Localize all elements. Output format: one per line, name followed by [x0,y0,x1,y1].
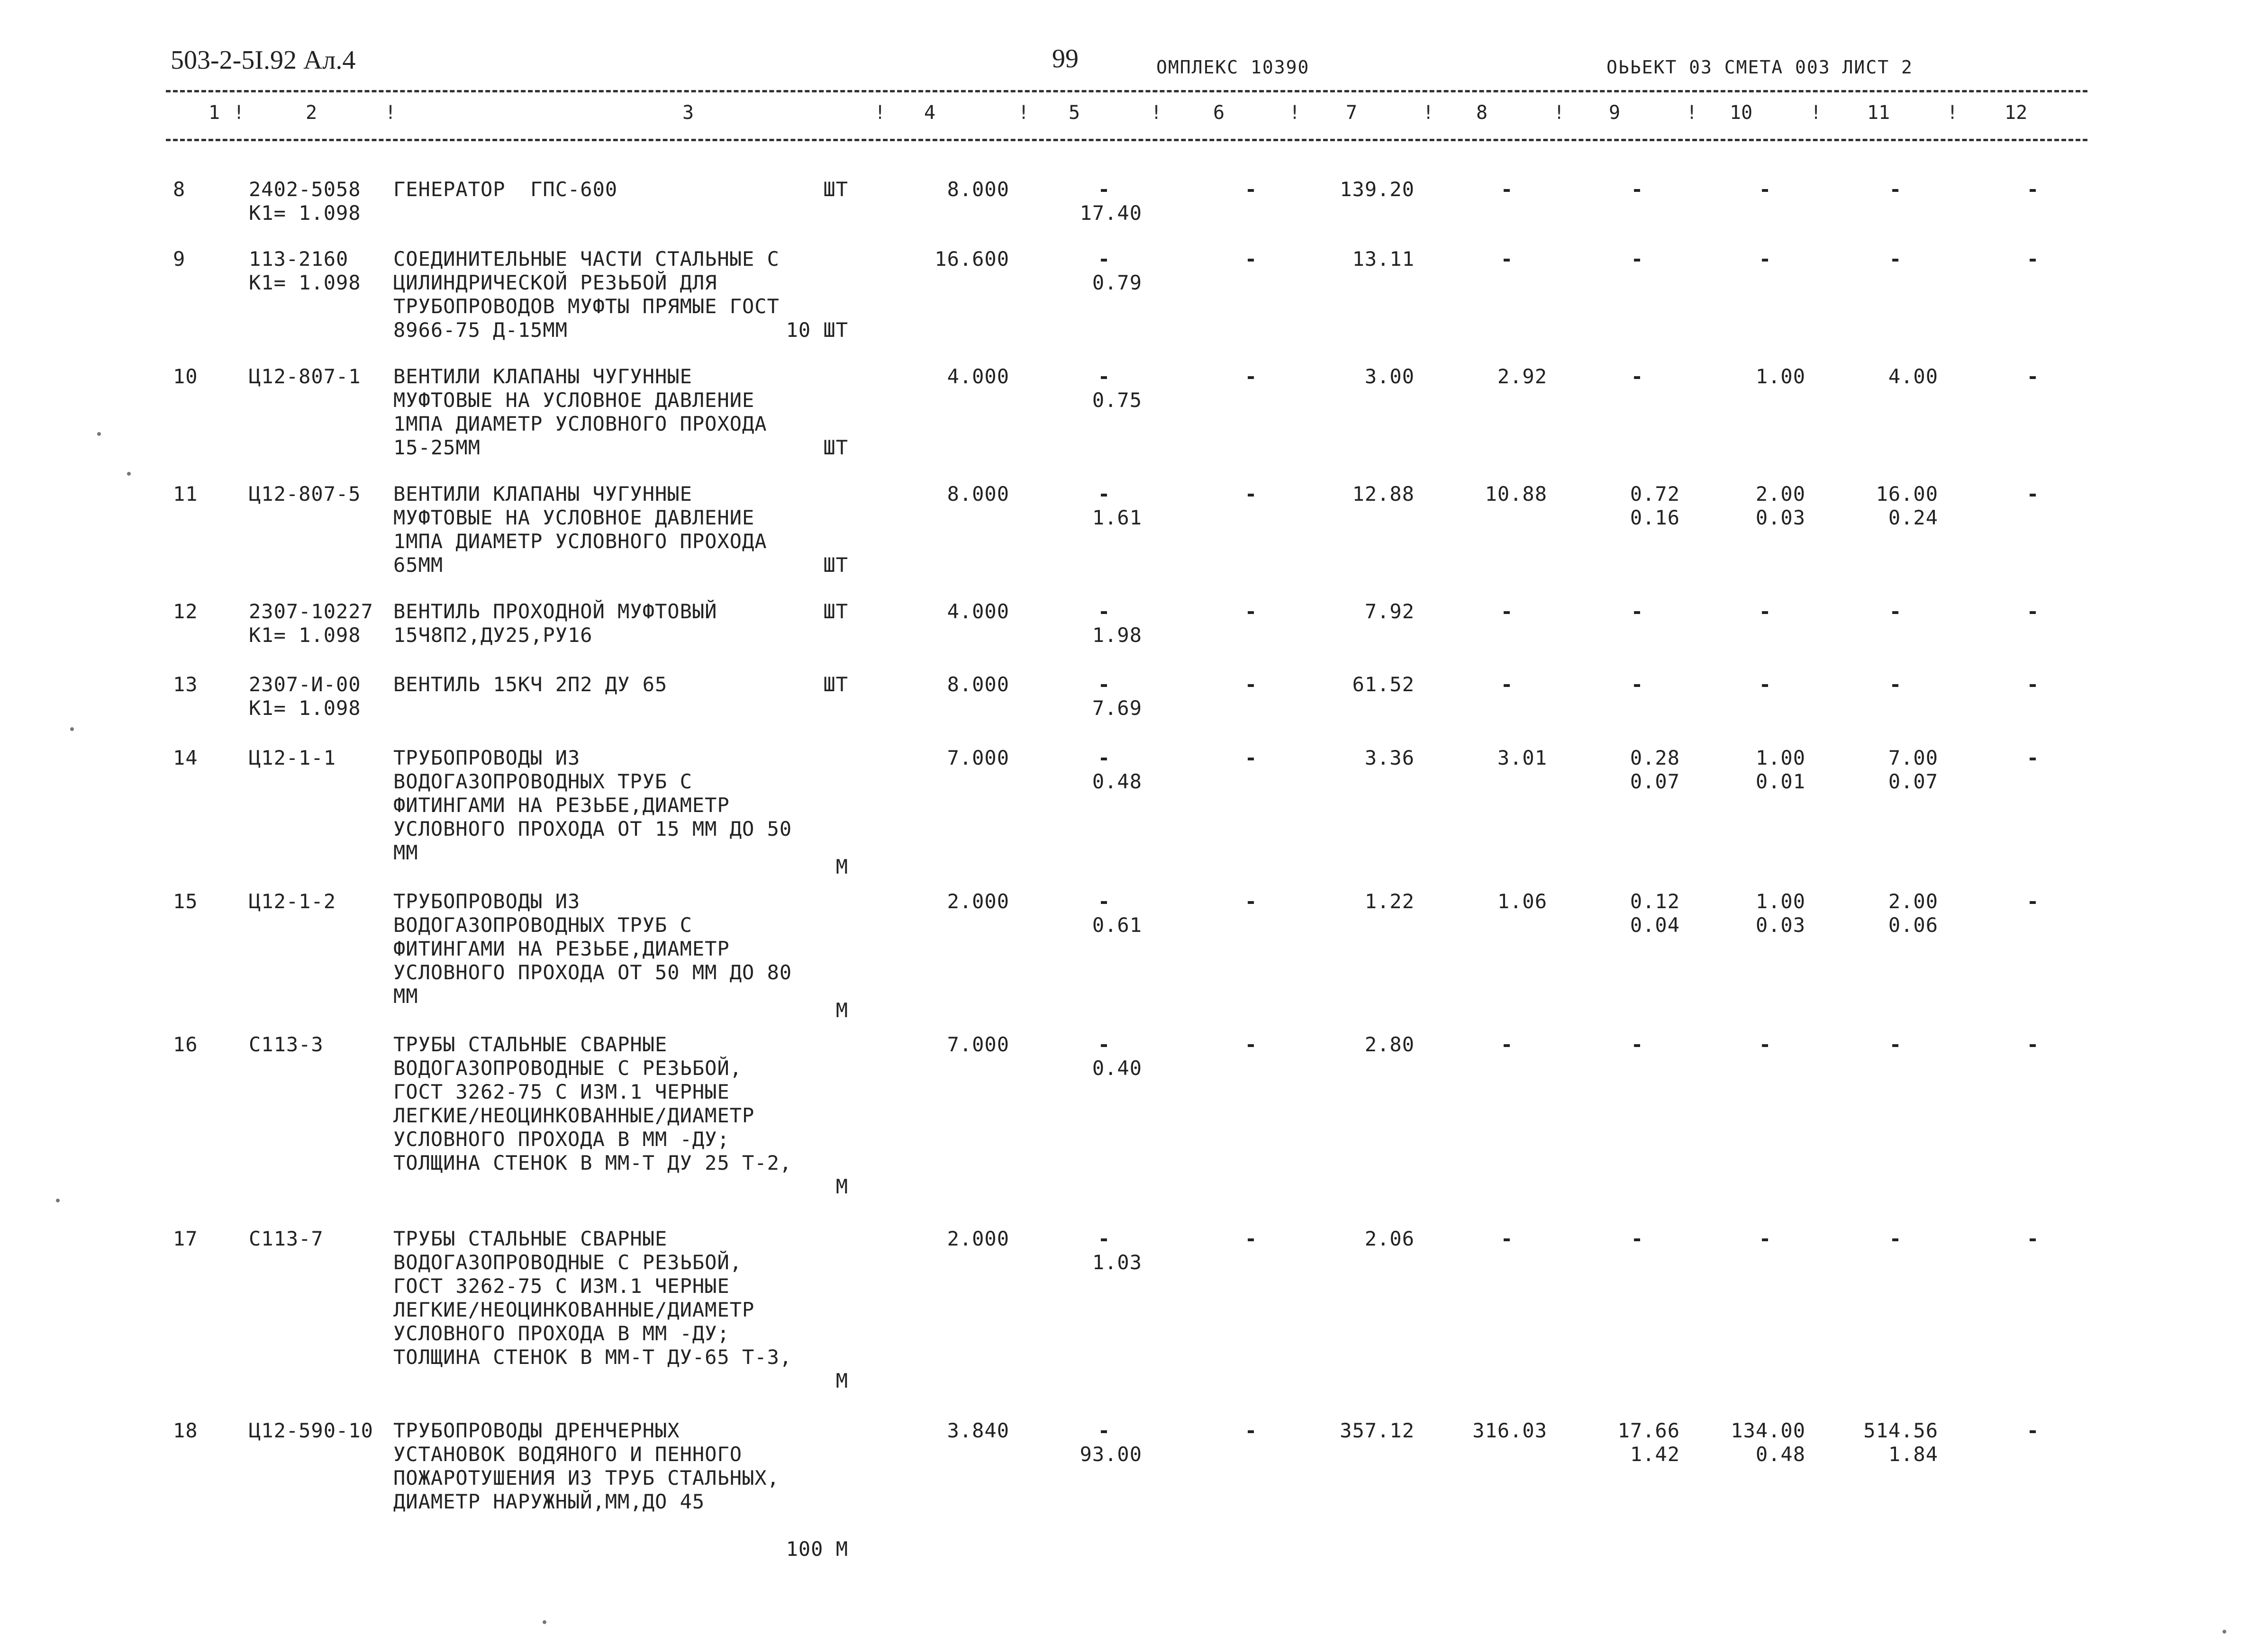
row-col8: 10.88 [1485,482,1547,506]
row-description: МУФТОВЫЕ НА УСЛОВНОЕ ДАВЛЕНИЕ [393,506,755,529]
row-description: ТРУБОПРОВОДЫ ИЗ [393,890,581,913]
row-col11-dash: - [1889,247,1902,271]
row-col5-dash: - [1098,365,1111,388]
column-number-8: 8 [1476,102,1488,124]
row-code: Ц12-590-10 [249,1419,373,1442]
row-description: УСЛОВНОГО ПРОХОДА В ММ -ДУ; [393,1322,730,1345]
row-col6-dash: - [1244,1419,1258,1442]
row-col10-dash: - [1759,178,1772,201]
row-code: К1= 1.098 [249,201,361,225]
row-col5-value: 0.40 [1092,1056,1142,1080]
row-description: ФИТИНГАМИ НА РЕЗЬБЕ,ДИАМЕТР [393,937,730,960]
row-quantity: 3.840 [947,1419,1009,1442]
row-description: ВОДОГАЗОПРОВОДНЫЕ С РЕЗЬБОЙ, [393,1056,743,1080]
row-col10: 0.03 [1755,913,1805,937]
row-number: 10 [173,365,198,388]
row-col11-dash: - [1889,1033,1902,1056]
row-description: ЛЕГКИЕ/НЕОЦИНКОВАННЫЕ/ДИАМЕТР [393,1104,755,1127]
row-col8-dash: - [1500,247,1514,271]
object-sheet-label: ОЬЬЕКТ 03 СМЕТА 003 ЛИСТ 2 [1606,57,1913,78]
row-description: ВОДОГАЗОПРОВОДНЫЕ С РЕЗЬБОЙ, [393,1251,743,1274]
column-number-6: 6 [1213,102,1225,124]
row-col8-dash: - [1500,1033,1514,1056]
row-description: ТРУБОПРОВОДЫ ИЗ [393,746,581,769]
row-code: Ц12-807-1 [249,365,361,388]
row-number: 17 [173,1227,198,1250]
column-separator: ! [1947,102,1959,124]
row-description: 8966-75 Д-15ММ [393,318,568,342]
row-description: МУФТОВЫЕ НА УСЛОВНОЕ ДАВЛЕНИЕ [393,388,755,412]
row-description: ММ [393,841,418,864]
scan-speck [543,1620,546,1624]
column-number-11: 11 [1867,102,1890,124]
row-code: 113-2160 [249,247,349,271]
row-description: ВЕНТИЛЬ 15КЧ 2П2 ДУ 65 [393,673,668,696]
column-separator: ! [874,102,886,124]
row-code: 2307-И-00 [249,673,361,696]
row-number: 14 [173,746,198,769]
row-number: 9 [173,247,186,271]
row-col5-dash: - [1098,1419,1111,1442]
column-separator: ! [1423,102,1434,124]
row-col5-dash: - [1098,600,1111,623]
row-description: ТРУБЫ СТАЛЬНЫЕ СВАРНЫЕ [393,1227,668,1250]
row-unit: М [835,855,848,878]
row-col12-dash: - [2026,482,2040,506]
row-col11: 514.56 [1863,1419,1938,1442]
row-description: ГОСТ 3262-75 С ИЗМ.1 ЧЕРНЫЕ [393,1274,730,1298]
row-quantity: 7.000 [947,1033,1009,1056]
row-col12-dash: - [2026,746,2040,769]
row-code: Ц12-807-5 [249,482,361,506]
row-description: ВЕНТИЛЬ ПРОХОДНОЙ МУФТОВЫЙ [393,600,717,623]
row-code: 2307-10227 [249,600,373,623]
row-quantity: 8.000 [947,673,1009,696]
column-number-7: 7 [1346,102,1358,124]
row-col9-dash: - [1631,600,1644,623]
row-col12-dash: - [2026,1033,2040,1056]
row-description: ЦИЛИНДРИЧЕСКОЙ РЕЗЬБОЙ ДЛЯ [393,271,717,294]
row-description: УСТАНОВОК ВОДЯНОГО И ПЕННОГО [393,1443,743,1466]
row-col7-value: 2.06 [1364,1227,1415,1250]
row-col12-dash: - [2026,365,2040,388]
row-col6-dash: - [1244,600,1258,623]
row-quantity: 7.000 [947,746,1009,769]
row-unit: ШТ [823,178,848,201]
row-col10-dash: - [1759,673,1772,696]
column-number-9: 9 [1609,102,1621,124]
row-description: ВОДОГАЗОПРОВОДНЫХ ТРУБ С [393,770,692,793]
column-number-12: 12 [2005,102,2028,124]
column-number-2: 2 [306,102,318,124]
row-unit: ШТ [823,673,848,696]
row-col10: 1.00 [1755,365,1805,388]
row-col6-dash: - [1244,1227,1258,1250]
row-col6-dash: - [1244,365,1258,388]
row-quantity: 4.000 [947,600,1009,623]
row-col9: 1.42 [1630,1443,1680,1466]
row-description: УСЛОВНОГО ПРОХОДА ОТ 50 ММ ДО 80 [393,961,792,984]
row-description: ВОДОГАЗОПРОВОДНЫХ ТРУБ С [393,913,692,937]
row-col7-value: 357.12 [1340,1419,1415,1442]
row-col11: 0.24 [1888,506,1938,529]
document-code: 503-2-5I.92 Ал.4 [171,45,356,75]
row-col9-dash: - [1631,1033,1644,1056]
row-col12-dash: - [2026,673,2040,696]
row-col5-dash: - [1098,673,1111,696]
column-separator: ! [1686,102,1698,124]
row-col9: 0.28 [1630,746,1680,769]
row-col5-dash: - [1098,1033,1111,1056]
row-description: ГОСТ 3262-75 С ИЗМ.1 ЧЕРНЫЕ [393,1080,730,1103]
row-col6-dash: - [1244,890,1258,913]
column-separator: ! [1810,102,1822,124]
row-col6-dash: - [1244,247,1258,271]
row-col9: 0.72 [1630,482,1680,506]
row-description: ГЕНЕРАТОР ГПС-600 [393,178,618,201]
row-quantity: 2.000 [947,1227,1009,1250]
row-description: 65ММ [393,553,444,577]
row-description: 15-25ММ [393,436,481,459]
row-col11: 7.00 [1888,746,1938,769]
row-quantity: 16.600 [934,247,1009,271]
row-code: С113-7 [249,1227,324,1250]
row-col5-dash: - [1098,247,1111,271]
row-col5-value: 0.75 [1092,388,1142,412]
row-description: 1МПА ДИАМЕТР УСЛОВНОГО ПРОХОДА [393,530,767,553]
row-code: 2402-5058 [249,178,361,201]
column-separator: ! [1289,102,1301,124]
row-col12-dash: - [2026,1419,2040,1442]
row-col12-dash: - [2026,178,2040,201]
scan-speck [127,472,131,476]
row-description: ЛЕГКИЕ/НЕОЦИНКОВАННЫЕ/ДИАМЕТР [393,1298,755,1321]
row-col9: 0.12 [1630,890,1680,913]
row-description: СОЕДИНИТЕЛЬНЫЕ ЧАСТИ СТАЛЬНЫЕ С [393,247,780,271]
row-col12-dash: - [2026,247,2040,271]
row-col5-value: 7.69 [1092,696,1142,720]
row-description: ТОЛЩИНА СТЕНОК В ММ-Т ДУ-65 Т-3, [393,1345,792,1369]
scan-speck [70,727,74,731]
row-col11-dash: - [1889,600,1902,623]
row-col5-value: 0.79 [1092,271,1142,294]
row-description: ТРУБОПРОВОДОВ МУФТЫ ПРЯМЫЕ ГОСТ [393,295,780,318]
row-col5-value: 0.61 [1092,913,1142,937]
row-quantity: 2.000 [947,890,1009,913]
row-col12-dash: - [2026,890,2040,913]
row-number: 13 [173,673,198,696]
row-col11: 16.00 [1876,482,1938,506]
row-description: УСЛОВНОГО ПРОХОДА ОТ 15 ММ ДО 50 [393,817,792,840]
page-number: 99 [1052,44,1079,73]
row-number: 16 [173,1033,198,1056]
row-number: 12 [173,600,198,623]
row-col9: 0.04 [1630,913,1680,937]
row-col7-value: 13.11 [1352,247,1415,271]
row-description: 1МПА ДИАМЕТР УСЛОВНОГО ПРОХОДА [393,412,767,435]
row-col6-dash: - [1244,1033,1258,1056]
row-description: УСЛОВНОГО ПРОХОДА В ММ -ДУ; [393,1128,730,1151]
row-col10: 2.00 [1755,482,1805,506]
row-col10: 0.48 [1755,1443,1805,1466]
row-description: 15Ч8П2,ДУ25,РУ16 [393,623,593,647]
row-col5-value: 1.98 [1092,623,1142,647]
row-col8-dash: - [1500,600,1514,623]
row-number: 11 [173,482,198,506]
row-code: К1= 1.098 [249,696,361,720]
row-description: ВЕНТИЛИ КЛАПАНЫ ЧУГУННЫЕ [393,482,692,506]
row-col9-dash: - [1631,178,1644,201]
column-separator: ! [1018,102,1030,124]
column-number-10: 10 [1730,102,1753,124]
row-col11: 1.84 [1888,1443,1938,1466]
scan-speck [97,432,101,436]
row-col9: 17.66 [1617,1419,1680,1442]
row-unit: 100 М [786,1537,848,1561]
row-col7-value: 2.80 [1364,1033,1415,1056]
row-description: ТРУБЫ СТАЛЬНЫЕ СВАРНЫЕ [393,1033,668,1056]
row-unit: 10 ШТ [786,318,848,342]
row-col9: 0.16 [1630,506,1680,529]
row-col10: 1.00 [1755,890,1805,913]
row-col7-value: 61.52 [1352,673,1415,696]
row-number: 8 [173,178,186,201]
column-separator: ! [233,102,245,124]
row-col6-dash: - [1244,673,1258,696]
row-unit: М [835,1175,848,1198]
row-col8: 1.06 [1497,890,1547,913]
row-col10-dash: - [1759,600,1772,623]
row-unit: М [835,999,848,1022]
row-number: 15 [173,890,198,913]
row-code: С113-3 [249,1033,324,1056]
complex-label: ОМПЛЕКС 10390 [1156,57,1310,78]
row-code: Ц12-1-2 [249,890,336,913]
row-col10-dash: - [1759,247,1772,271]
scan-speck [2223,1630,2226,1634]
row-description: ВЕНТИЛИ КЛАПАНЫ ЧУГУННЫЕ [393,365,692,388]
row-col8-dash: - [1500,1227,1514,1250]
row-col11-dash: - [1889,1227,1902,1250]
row-description: ФИТИНГАМИ НА РЕЗЬБЕ,ДИАМЕТР [393,794,730,817]
row-description: ТОЛЩИНА СТЕНОК В ММ-Т ДУ 25 Т-2, [393,1151,792,1174]
row-col6-dash: - [1244,178,1258,201]
row-col5-dash: - [1098,178,1111,201]
row-col11: 0.06 [1888,913,1938,937]
row-col10: 1.00 [1755,746,1805,769]
row-col12-dash: - [2026,600,2040,623]
row-description: ДИАМЕТР НАРУЖНЫЙ,ММ,ДО 45 [393,1490,705,1513]
row-unit: М [835,1369,848,1392]
row-col5-value: 0.48 [1092,770,1142,793]
row-col7-value: 7.92 [1364,600,1415,623]
row-col9: 0.07 [1630,770,1680,793]
column-number-5: 5 [1069,102,1080,124]
row-unit: ШТ [823,436,848,459]
row-col11: 0.07 [1888,770,1938,793]
row-col7-value: 1.22 [1364,890,1415,913]
row-col7-value: 3.36 [1364,746,1415,769]
row-col11-dash: - [1889,178,1902,201]
row-col10-dash: - [1759,1227,1772,1250]
row-col11: 4.00 [1888,365,1938,388]
row-col6-dash: - [1244,746,1258,769]
row-code: К1= 1.098 [249,271,361,294]
row-col5-value: 93.00 [1080,1443,1142,1466]
column-number-1: 1 [209,102,220,124]
row-col11: 2.00 [1888,890,1938,913]
row-col5-dash: - [1098,890,1111,913]
row-col5-value: 17.40 [1080,201,1142,225]
row-code: К1= 1.098 [249,623,361,647]
row-col6-dash: - [1244,482,1258,506]
row-col8: 2.92 [1497,365,1547,388]
row-col5-dash: - [1098,482,1111,506]
row-col9-dash: - [1631,365,1644,388]
row-unit: ШТ [823,600,848,623]
row-col8: 316.03 [1472,1419,1547,1442]
row-col10-dash: - [1759,1033,1772,1056]
row-quantity: 8.000 [947,178,1009,201]
row-col7-value: 3.00 [1364,365,1415,388]
scan-speck [56,1199,60,1202]
row-col12-dash: - [2026,1227,2040,1250]
row-quantity: 8.000 [947,482,1009,506]
row-col10: 0.03 [1755,506,1805,529]
row-col7-value: 12.88 [1352,482,1415,506]
column-number-4: 4 [924,102,936,124]
row-description: ММ [393,984,418,1008]
row-col10: 134.00 [1731,1419,1805,1442]
row-description: ПОЖАРОТУШЕНИЯ ИЗ ТРУБ СТАЛЬНЫХ, [393,1466,780,1490]
row-col5-dash: - [1098,1227,1111,1250]
row-col8-dash: - [1500,673,1514,696]
row-col8: 3.01 [1497,746,1547,769]
column-separator: ! [385,102,397,124]
row-col9-dash: - [1631,673,1644,696]
row-unit: ШТ [823,553,848,577]
row-col10: 0.01 [1755,770,1805,793]
row-col9-dash: - [1631,247,1644,271]
column-separator: ! [1553,102,1565,124]
row-col5-dash: - [1098,746,1111,769]
row-code: Ц12-1-1 [249,746,336,769]
row-col5-value: 1.61 [1092,506,1142,529]
row-col8-dash: - [1500,178,1514,201]
row-col9-dash: - [1631,1227,1644,1250]
row-number: 18 [173,1419,198,1442]
row-quantity: 4.000 [947,365,1009,388]
row-col7-value: 139.20 [1340,178,1415,201]
column-number-3: 3 [682,102,694,124]
row-col5-value: 1.03 [1092,1251,1142,1274]
column-separator: ! [1151,102,1162,124]
row-description: ТРУБОПРОВОДЫ ДРЕНЧЕРНЫХ [393,1419,680,1442]
row-col11-dash: - [1889,673,1902,696]
